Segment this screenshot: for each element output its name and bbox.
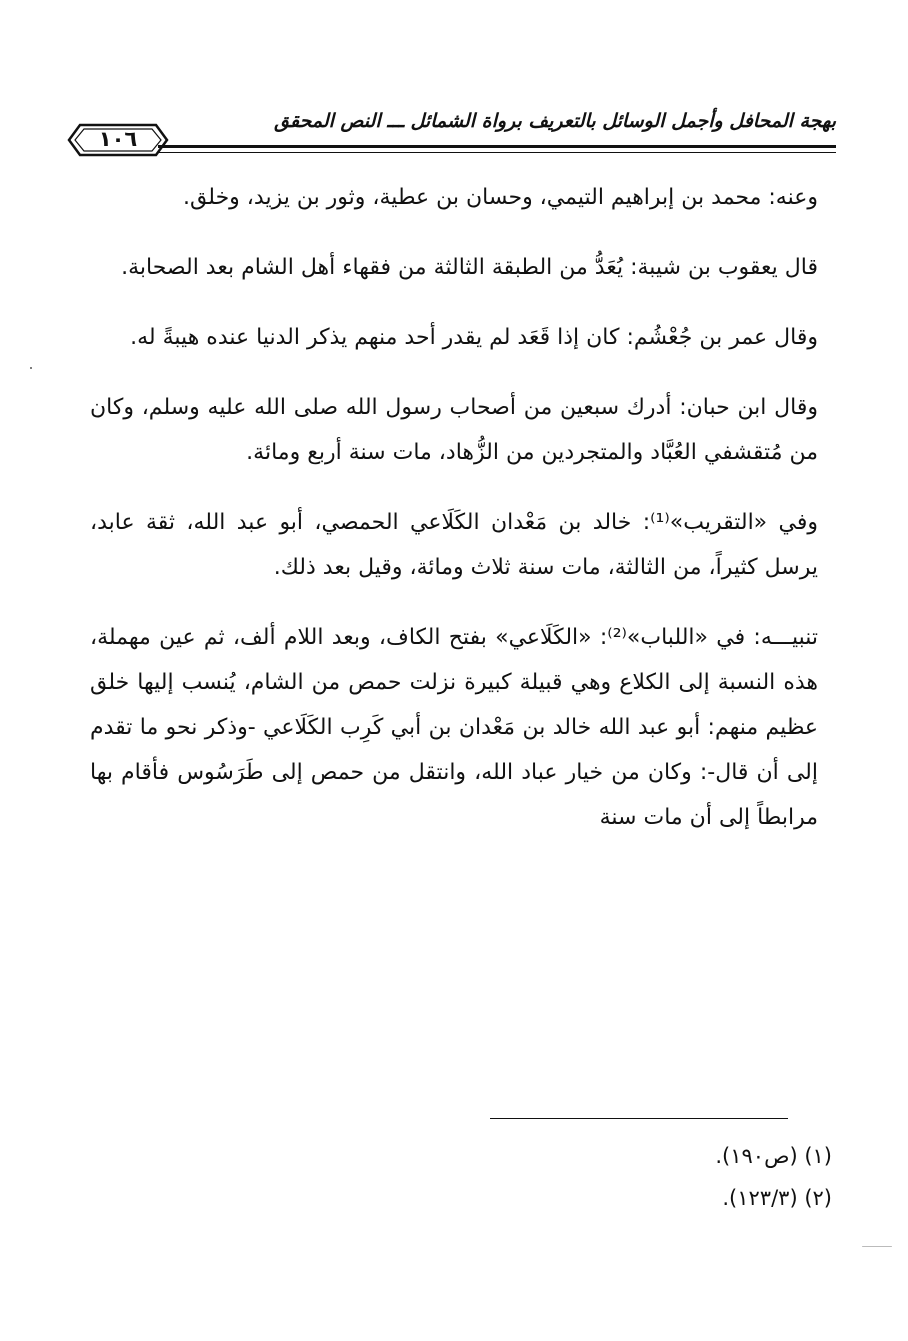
scan-speck bbox=[862, 1246, 892, 1247]
paragraph-narrators: وعنه: محمد بن إبراهيم التيمي، وحسان بن عطية، وثور بن يزيد، وخلق. bbox=[182, 185, 818, 210]
paragraph-ibn-hibban-quote: وقال ابن حبان: أدرك سبعين من أصحاب رسول الله صلى الله عليه وسلم، وكان من مُتقشفي العُبَّاد والمتجردين من الزُّهاد، مات سنة أربع ومائة. bbox=[90, 395, 818, 465]
running-head-title: بهجة المحافل وأجمل الوسائل بالتعريف برواة الشمائل ـــ النص المحقق bbox=[274, 110, 836, 132]
footnotes bbox=[432, 1135, 832, 1219]
header-rule bbox=[158, 145, 836, 148]
paragraph-yaqub-quote: قال يعقوب بن شيبة: يُعَدُّ من الطبقة الثالثة من فقهاء أهل الشام بعد الصحابة. bbox=[121, 255, 818, 280]
main-text bbox=[90, 175, 818, 865]
page-number-badge bbox=[66, 122, 170, 158]
page-header bbox=[66, 100, 836, 160]
scan-speck bbox=[30, 367, 32, 369]
paragraph-umar-quote: وقال عمر بن جُعْشُم: كان إذا قَعَد لم يقدر أحد منهم يذكر الدنيا عنده هيبةً له. bbox=[130, 325, 818, 350]
footnote-separator bbox=[490, 1118, 788, 1119]
paragraph-note: تنبيـــه: في «اللباب»⁽²⁾: «الكَلَاعي» بفتح الكاف، وبعد اللام ألف، ثم عين مهملة، هذه النسبة إلى الكلاع وهي قبيلة كبيرة نزلت حمص من الشام، يُنسب إليها خلق عظيم منهم: أبو عبد الله خالد بن مَعْدان بن أبي كَرِب الكَلَاعي -وذكر نحو ما تقدم إلى أن قال-: وكان من خيار عباد الله، وانتقل من حمص إلى طَرَسُوس فأقام بها مرابطاً إلى أن مات سنة bbox=[90, 625, 818, 830]
page-number: ١٠٦ bbox=[98, 127, 138, 151]
footnote-1: (١) (ص١٩٠). bbox=[715, 1144, 832, 1168]
paragraph-taqrib: وفي «التقريب»⁽¹⁾: خالد بن مَعْدان الكَلَاعي الحمصي، أبو عبد الله، ثقة عابد، يرسل كثيراً، من الثالثة، مات سنة ثلاث ومائة، وقيل بعد ذلك. bbox=[90, 510, 818, 580]
header-rule-thin bbox=[158, 152, 836, 153]
footnote-2: (٢) (١٢٣/٣). bbox=[722, 1186, 832, 1210]
